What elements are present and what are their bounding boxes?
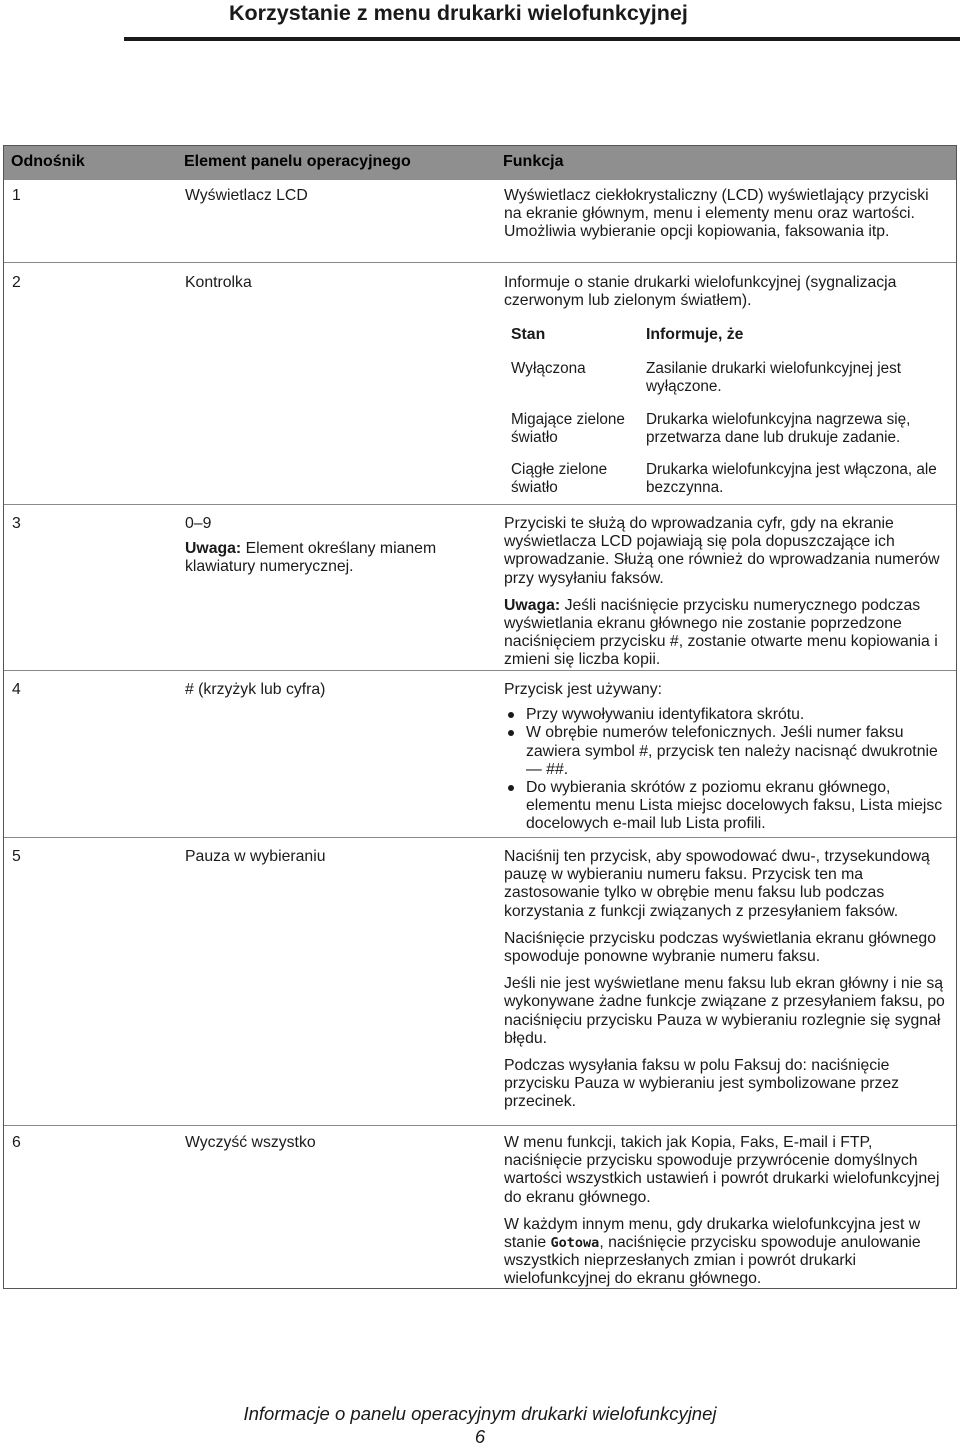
row-4-bullet-list xyxy=(504,706,946,833)
row-1-ref: 1 xyxy=(12,187,21,204)
row-1-element: Wyświetlacz LCD xyxy=(185,187,308,204)
row-6-function-p2 xyxy=(504,1216,946,1289)
note-text: Element określany mianem klawiatury numerycznej. xyxy=(185,540,437,576)
column-header-element: Element panelu operacyjnego xyxy=(184,153,411,170)
row-5-function-p1: Naciśnij ten przycisk, aby spowodować dwu-, trzysekundową pauzę w wybieraniu numeru faksu. Przycisk ten ma zastosowanie tylko w obrębie menu faksu lub podczas korzystania z funkcji związanych z przesyłaniem faksów. xyxy=(504,848,930,920)
row-4-ref: 4 xyxy=(12,681,21,698)
note-text: Jeśli naciśnięcie przycisku numerycznego podczas wyświetlania ekranu głównego nie zostanie poprzedzone naciśnięciem przycisku #, zostanie otwarte menu kopiowania i zmieni się liczba kopii. xyxy=(504,596,938,669)
row-5-function-p3: Jeśli nie jest wyświetlane menu faksu lub ekran główny i nie są wykonywane żadne funkcje związane z przesyłaniem faksu, po naciśnięciu przycisku Pauza w wybieraniu rozlegnie się sygnał błędu. xyxy=(504,975,945,1047)
note-label: Uwaga: xyxy=(504,596,561,614)
note-label: Uwaga: xyxy=(185,540,242,558)
row-2-ref: 2 xyxy=(12,274,21,291)
ready-state-code: Gotowa xyxy=(550,1235,600,1252)
row-5-function xyxy=(504,848,946,1112)
table-header xyxy=(4,146,956,180)
row-2-element: Kontrolka xyxy=(185,274,252,291)
header-rule xyxy=(124,37,960,41)
row-5-element: Pauza w wybieraniu xyxy=(185,848,326,865)
row-3-function xyxy=(504,515,946,670)
row-divider xyxy=(4,670,956,671)
status-header-info: Informuje, że xyxy=(646,326,744,343)
status-state-off: Wyłączona xyxy=(511,360,586,377)
page-title: Korzystanie z menu drukarki wielofunkcyjnej xyxy=(229,1,688,25)
status-light-table xyxy=(504,326,948,496)
status-info-off: Zasilanie drukarki wielofunkcyjnej jest wyłączone. xyxy=(646,360,902,395)
row-divider xyxy=(4,1125,956,1126)
row-divider xyxy=(4,504,956,505)
status-info-blinking: Drukarka wielofunkcyjna nagrzewa się, przetwarza dane lub drukuje zadanie. xyxy=(646,411,911,446)
row-3-ref: 3 xyxy=(12,515,21,532)
column-header-function: Funkcja xyxy=(503,153,564,170)
row-3-function-text: Przyciski te służą do wprowadzania cyfr, gdy na ekranie wyświetlacza LCD pojawiają się pola dopuszczające ich wprowadzanie. Służą one również do wprowadzania numerów przy wysyłaniu faksów. xyxy=(504,515,940,587)
row-4-element: # (krzyżyk lub cyfra) xyxy=(185,681,326,698)
list-item: Przy wywoływaniu identyfikatora skrótu. xyxy=(504,706,946,724)
row-6-function xyxy=(504,1134,946,1289)
page-number: 6 xyxy=(474,1426,486,1447)
row-divider xyxy=(4,262,956,263)
text-segment: , naciśnięcie przycisku spowoduje anulowanie wszystkich nieprzesłanych zmian i powrót drukarki wielofunkcyjnej do ekranu głównego. xyxy=(504,1234,921,1288)
row-4-function xyxy=(504,681,946,834)
row-6-function-p1: W menu funkcji, takich jak Kopia, Faks, E-mail i FTP, naciśnięcie przycisku spowoduje przywrócenie domyślnych wartości wszystkich ustawień i powrót drukarki wielofunkcyjnej do ekranu głównego. xyxy=(504,1134,940,1206)
footer-section-title: Informacje o panelu operacyjnym drukarki wielofunkcyjnej xyxy=(243,1403,717,1424)
row-5-ref: 5 xyxy=(12,848,21,865)
status-header-state: Stan xyxy=(511,326,546,343)
status-info-solid: Drukarka wielofunkcyjna jest włączona, ale bezczynna. xyxy=(646,461,937,496)
row-3-function-note xyxy=(504,597,946,670)
row-3-element-keys: 0–9 xyxy=(185,515,212,532)
list-item: Do wybierania skrótów z poziomu ekranu głównego, elementu menu Lista miejsc docelowych faksu, Lista miejsc docelowych e-mail lub Lista profili. xyxy=(504,779,946,834)
row-3-element xyxy=(185,515,475,577)
panel-reference-table xyxy=(3,145,957,1289)
row-2-function: Informuje o stanie drukarki wielofunkcyjnej (sygnalizacja czerwonym lub zielonym światłem). xyxy=(504,274,897,310)
row-divider xyxy=(4,837,956,838)
row-1-function: Wyświetlacz ciekłokrystaliczny (LCD) wyświetlający przyciski na ekranie głównym, menu i elementy menu oraz wartości. Umożliwia wybieranie opcji kopiowania, faksowania itp. xyxy=(504,187,929,241)
list-item: W obrębie numerów telefonicznych. Jeśli numer faksu zawiera symbol #, przycisk ten należy nacisnąć dwukrotnie — ##. xyxy=(504,724,946,779)
text-segment: W każdym innym menu, gdy drukarka wielofunkcyjna jest w stanie xyxy=(504,1215,921,1252)
row-6-element: Wyczyść wszystko xyxy=(185,1134,316,1151)
status-state-blinking: Migające zielone światło xyxy=(511,411,625,446)
row-3-element-note xyxy=(185,540,475,576)
column-header-ref: Odnośnik xyxy=(11,153,85,170)
row-6-ref: 6 xyxy=(12,1134,21,1151)
row-4-function-intro: Przycisk jest używany: xyxy=(504,681,663,698)
status-state-solid: Ciągłe zielone światło xyxy=(511,461,608,496)
row-5-function-p2: Naciśnięcie przycisku podczas wyświetlania ekranu głównego spowoduje ponowne wybranie numeru faksu. xyxy=(504,929,936,966)
row-5-function-p4: Podczas wysyłania faksu w polu Faksuj do: naciśnięcie przycisku Pauza w wybieraniu jest symbolizowane przez przecinek. xyxy=(504,1057,900,1111)
